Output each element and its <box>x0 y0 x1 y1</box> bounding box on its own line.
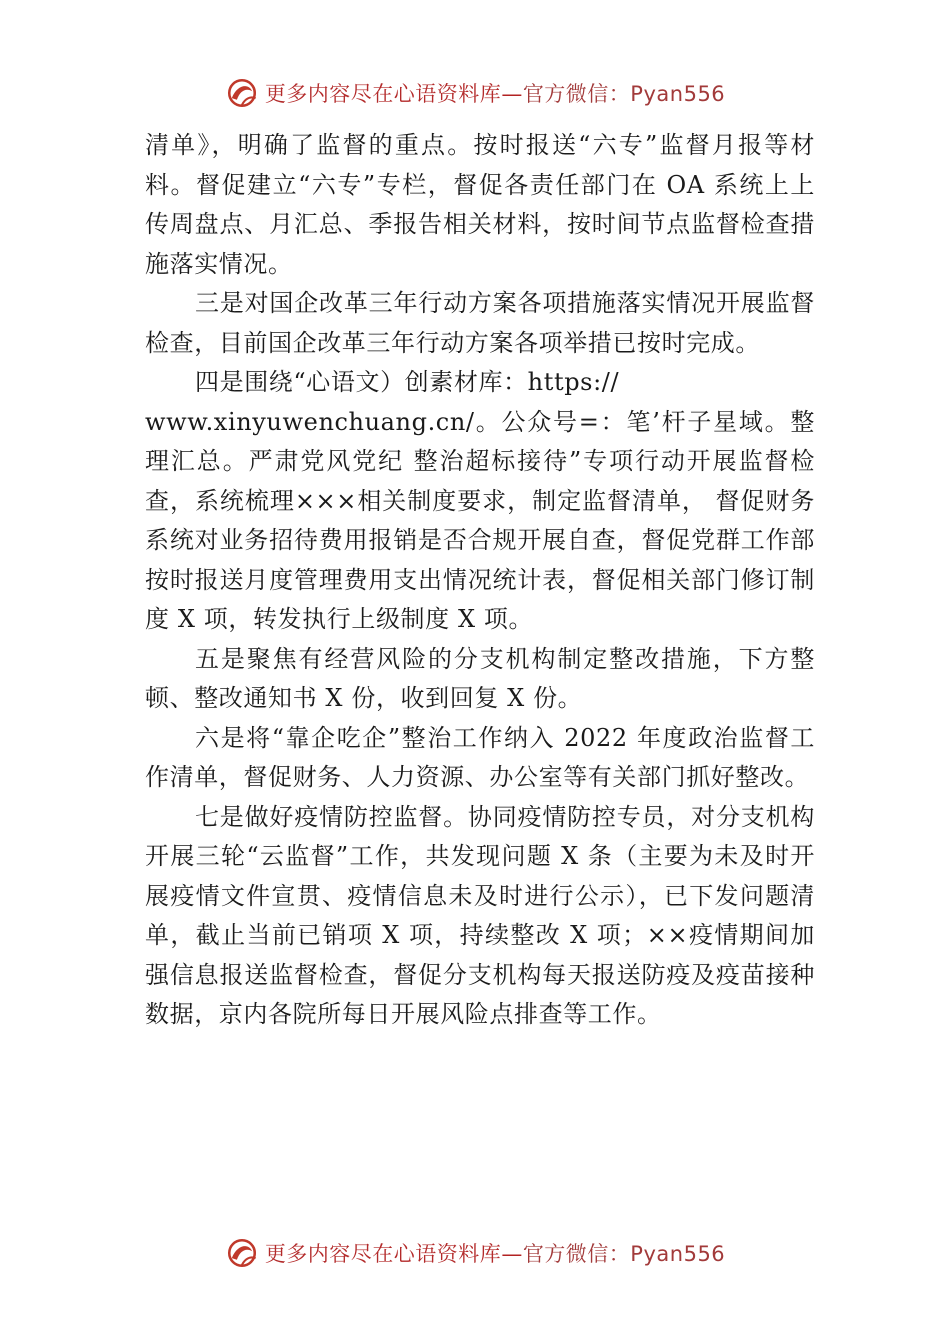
paragraph-item-4 <box>145 363 815 640</box>
swirl-logo-icon <box>225 1236 259 1270</box>
paragraph-item-3: 三是对国企改革三年行动方案各项措施落实情况开展监督检查，目前国企改革三年行动方案各项举措已按时完成。 <box>145 289 815 357</box>
document-body <box>145 126 815 1035</box>
footer-banner <box>0 1228 950 1278</box>
paragraph-item-4-line-b: www.xinyuwenchuang.cn/。公众号=：笔’杆子星域。整理汇总。严肃党风党纪 整治超标接待”专项行动开展监督检查，系统梳理×××相关制度要求，制定监督清单， 督促财务系统对业务招待费用报销是否合规开展自查，督促党群工作部按时报送月度管理费用支出情况统计表，督促相关部门修订制度 X 项，转发执行上级制度 X 项。 <box>145 407 815 633</box>
paragraph-item-4-line-a: 四是围绕“心语文）创素材库：https:// <box>195 368 620 396</box>
paragraph-item-7: 七是做好疫情防控监督。协同疫情防控专员，对分支机构开展三轮“云监督”工作，共发现问题 X 条（主要为未及时开展疫情文件宣贯、疫情信息未及时进行公示），已下发问题清单，截止当前已销项 X 项，持续整改 X 项；××疫情期间加强信息报送监督检查，督促分支机构每天报送防疫及疫苗接种数据，京内各院所每日开展风险点排查等工作。 <box>145 802 815 1028</box>
header-banner <box>0 68 950 118</box>
footer-banner-text: 更多内容尽在心语资料库—官方微信：Pyan556 <box>264 1242 726 1266</box>
paragraph-item-5: 五是聚焦有经营风险的分支机构制定整改措施，下方整顿、整改通知书 X 份，收到回复 X 份。 <box>145 644 815 712</box>
header-banner-text: 更多内容尽在心语资料库—官方微信：Pyan556 <box>264 82 726 106</box>
swirl-logo-icon <box>225 76 259 110</box>
paragraph-continuation: 清单》，明确了监督的重点。按时报送“六专”监督月报等材料。督促建立“六专”专栏，督促各责任部门在 OA 系统上上传周盘点、月汇总、季报告相关材料，按时间节点监督检查措施落实情况。 <box>145 131 815 278</box>
paragraph-item-6: 六是将“靠企吃企”整治工作纳入 2022 年度政治监督工作清单，督促财务、人力资源、办公室等有关部门抓好整改。 <box>145 723 815 791</box>
